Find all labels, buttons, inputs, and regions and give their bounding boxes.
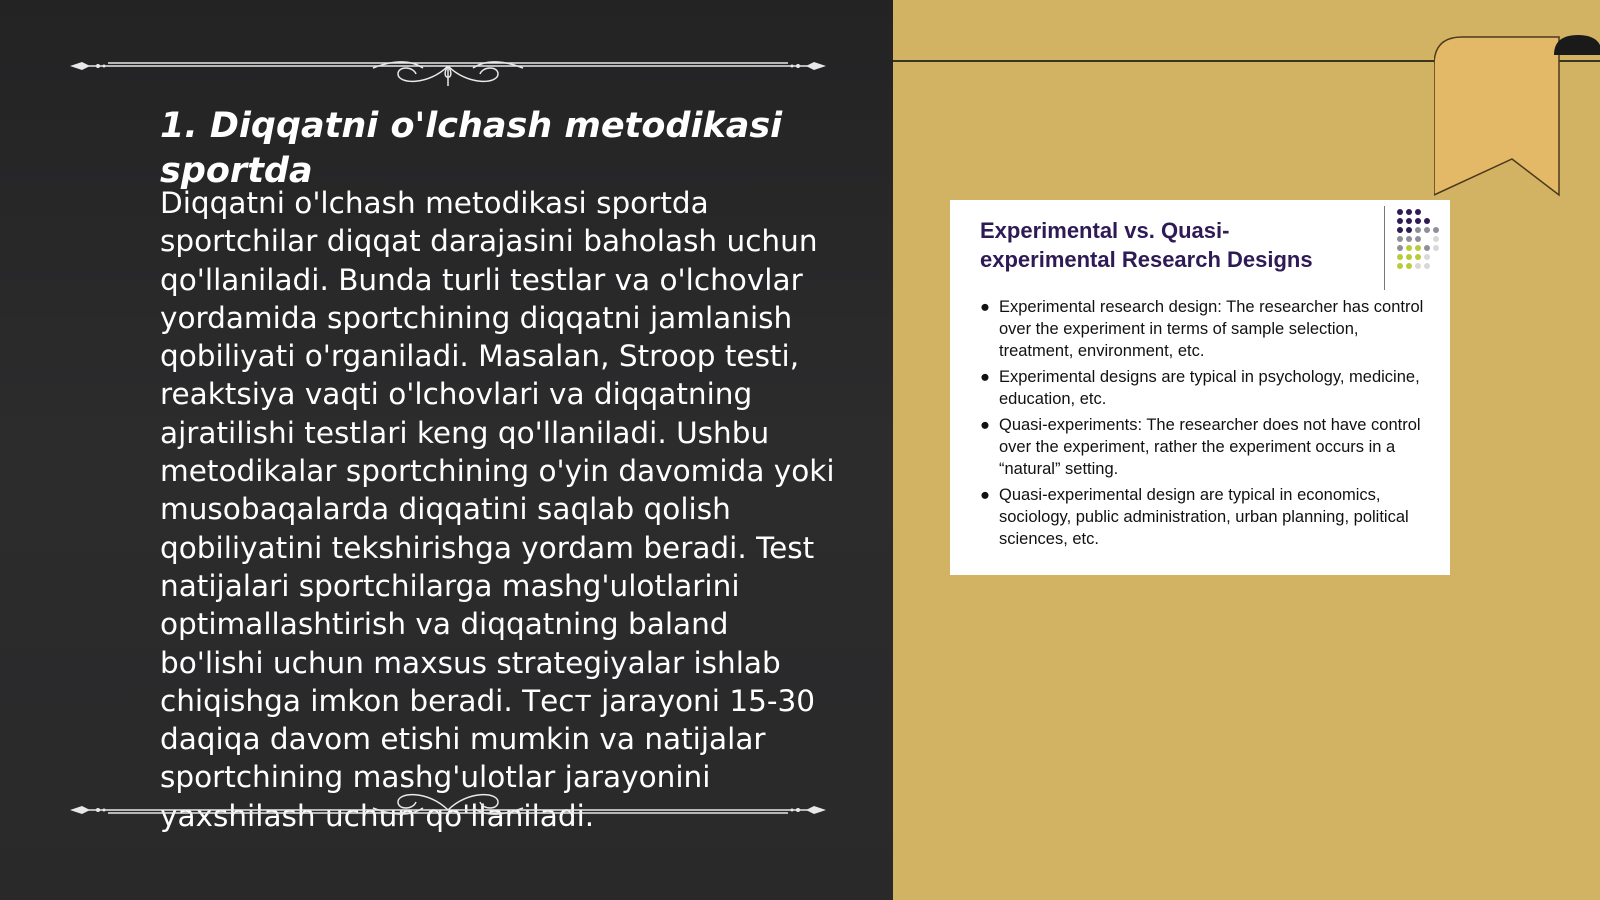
bookmark-ribbon-icon xyxy=(1434,35,1600,205)
bullet-dot-icon: ● xyxy=(980,486,990,504)
dot-grid-decoration xyxy=(1396,208,1444,280)
image-card-divider xyxy=(1384,206,1385,290)
slide-title: 1. Diqqatni o'lchash metodikasi sportda xyxy=(160,106,783,191)
top-scroll-ornament xyxy=(68,46,828,86)
image-card-title: Experimental vs. Quasi-experimental Research Designs xyxy=(980,218,1313,272)
bullet-dot-icon: ● xyxy=(980,298,990,316)
bullet-dot-icon: ● xyxy=(980,368,990,386)
image-bullet-list xyxy=(980,296,1425,554)
research-designs-image xyxy=(950,200,1450,575)
slide-body-text: Diqqatni o'lchash metodikasi sportda sportchilar diqqat darajasini baholash uchun qo'llaniladi. Bunda turli testlar va o'lchovlar yordamida sportchining diqqatni jamlanish qobiliyati o'rganiladi. Masalan, Stroop testi, reaktsiya vaqti o'lchovlari va diqqatning ajratilishi testlari keng qo'llaniladi. Ushbu metodikalar sportchining o'yin davomida yoki musobaqalarda diqqatini saqlab qolish qobiliyatini tekshirishga yordam beradi. Test natijalari sportchilarga mashg'ulotlarini optimallashtirish va diqqatning baland bo'lishi uchun maxsus strategiyalar ishlab chiqishga imkon beradi. Тест jarayoni 15-30 daqiqa davom etishi mumkin va natijalar sportchining mashg'ulotlar jarayonini yaxshilash uchun qo'llaniladi. xyxy=(160,186,835,833)
image-bullet-item: ● Experimental research design: The researcher has control over the experiment in terms of sample selection, treatment, environment, etc. xyxy=(980,298,1424,360)
bottom-scroll-ornament xyxy=(68,790,828,830)
image-bullet-item: ● Quasi-experiments: The researcher does not have control over the experiment, rather the experiment occurs in a “natural” setting. xyxy=(980,416,1421,478)
image-bullet-item: ● Experimental designs are typical in psychology, medicine, education, etc. xyxy=(980,368,1420,408)
image-bullet-item: ● Quasi-experimental design are typical in economics, sociology, public administration, urban planning, political sciences, etc. xyxy=(980,486,1409,548)
bullet-dot-icon: ● xyxy=(980,416,990,434)
